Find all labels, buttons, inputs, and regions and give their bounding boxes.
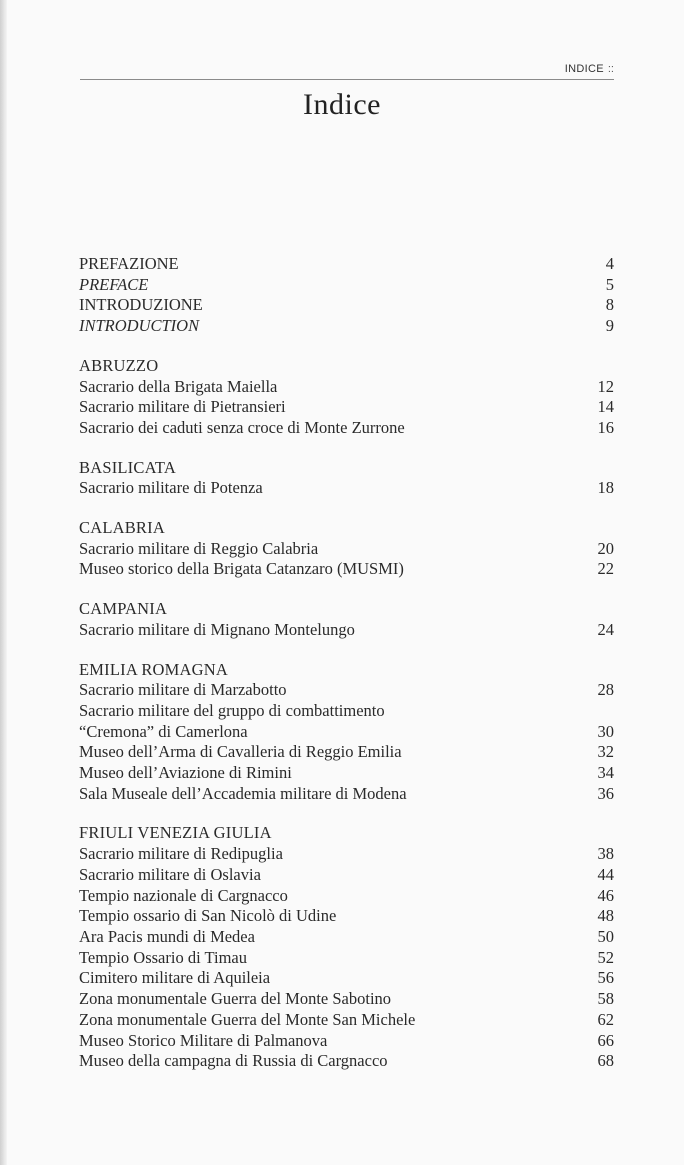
toc-entry bbox=[79, 1010, 614, 1031]
toc-entry-page: 9 bbox=[605, 316, 614, 336]
toc-entry-page: 58 bbox=[597, 989, 614, 1009]
toc-entry-title: Sacrario militare di Reggio Calabria bbox=[79, 538, 319, 558]
toc-entry-page: 32 bbox=[597, 742, 614, 762]
toc-entry-title: Zona monumentale Guerra del Monte San Michele bbox=[79, 1009, 416, 1029]
toc-section bbox=[79, 823, 614, 1071]
toc-entry-title: “Cremona” di Camerlona bbox=[79, 721, 248, 741]
toc-entry-page: 14 bbox=[597, 397, 614, 417]
toc-entry bbox=[79, 418, 614, 439]
toc-entry bbox=[79, 1051, 614, 1072]
toc-entry-page: 16 bbox=[597, 417, 614, 437]
toc-section-heading: FRIULI VENEZIA GIULIA bbox=[79, 823, 272, 843]
toc-entry-page: 68 bbox=[597, 1051, 614, 1071]
running-head-label bbox=[565, 63, 614, 75]
toc-entry-title: Sacrario militare di Marzabotto bbox=[79, 680, 287, 700]
toc-entry-page: 24 bbox=[597, 619, 614, 639]
toc-entry bbox=[79, 906, 614, 927]
toc-entry-page: 12 bbox=[597, 376, 614, 396]
toc-entry-title: Sacrario militare di Oslavia bbox=[79, 864, 261, 884]
toc-section-heading: CALABRIA bbox=[79, 518, 165, 538]
toc-entry bbox=[79, 1031, 614, 1052]
toc-entry-title: Sacrario militare di Mignano Montelungo bbox=[79, 619, 355, 639]
toc-entry bbox=[79, 844, 614, 865]
toc-entry-title: Museo dell’Arma di Cavalleria di Reggio Emilia bbox=[79, 742, 402, 762]
running-head bbox=[80, 63, 614, 80]
toc-entry bbox=[79, 968, 614, 989]
toc-entry-title: Sacrario militare del gruppo di combattimento bbox=[79, 700, 385, 720]
toc-entry-page: 48 bbox=[597, 906, 614, 926]
toc-entry-page: 8 bbox=[605, 295, 614, 315]
toc-entry-page: 34 bbox=[597, 763, 614, 783]
toc-entry-title: INTRODUCTION bbox=[79, 316, 200, 336]
toc-entry-title: Cimitero militare di Aquileia bbox=[79, 968, 271, 988]
toc-entry-page: 28 bbox=[597, 680, 614, 700]
toc-entry-page: 20 bbox=[597, 538, 614, 558]
toc-entry-page: 22 bbox=[597, 559, 614, 579]
toc-section bbox=[79, 458, 614, 499]
toc-entry-title: Sacrario militare di Potenza bbox=[79, 478, 263, 498]
toc-entry bbox=[79, 254, 614, 275]
toc-entry-page: 44 bbox=[597, 864, 614, 884]
toc-section bbox=[79, 356, 614, 439]
toc-entry-page: 4 bbox=[605, 254, 614, 273]
running-head-mark: :: bbox=[607, 63, 614, 75]
toc-entry-title: Museo della campagna di Russia di Cargnacco bbox=[79, 1051, 388, 1071]
toc-entry-title: PREFAZIONE bbox=[79, 254, 179, 273]
toc-entry bbox=[79, 397, 614, 418]
toc-entry-title: Museo storico della Brigata Catanzaro (MUSMI) bbox=[79, 559, 404, 579]
toc-entry bbox=[79, 559, 614, 580]
toc-entry-title: Tempio nazionale di Cargnacco bbox=[79, 885, 288, 905]
toc-entry bbox=[79, 927, 614, 948]
running-head-text: INDICE bbox=[564, 63, 604, 75]
toc-entry bbox=[79, 275, 614, 296]
toc-section bbox=[79, 599, 614, 640]
toc-entry bbox=[79, 742, 614, 763]
toc-entry bbox=[79, 722, 614, 743]
toc-entry-page: 50 bbox=[597, 926, 614, 946]
toc-entry-title: INTRODUZIONE bbox=[79, 295, 203, 315]
toc-entry bbox=[79, 701, 614, 722]
toc-entry-title: Zona monumentale Guerra del Monte Sabotino bbox=[79, 989, 392, 1009]
toc-front-matter bbox=[79, 254, 614, 337]
table-of-contents bbox=[79, 254, 614, 1091]
toc-entry bbox=[79, 784, 614, 805]
toc-sections bbox=[79, 356, 614, 1072]
toc-section bbox=[79, 660, 614, 805]
toc-entry-page: 66 bbox=[597, 1030, 614, 1050]
toc-entry bbox=[79, 886, 614, 907]
toc-entry-page: 52 bbox=[597, 947, 614, 967]
toc-entry bbox=[79, 478, 614, 499]
toc-entry bbox=[79, 377, 614, 398]
toc-section bbox=[79, 518, 614, 580]
toc-entry-title: Sala Museale dell’Accademia militare di Modena bbox=[79, 783, 407, 803]
toc-entry bbox=[79, 865, 614, 886]
toc-entry bbox=[79, 763, 614, 784]
toc-entry bbox=[79, 989, 614, 1010]
toc-entry-page: 18 bbox=[597, 478, 614, 498]
toc-entry-title: PREFACE bbox=[79, 274, 149, 294]
toc-entry-title: Museo Storico Militare di Palmanova bbox=[79, 1030, 328, 1050]
page-edge-shadow bbox=[0, 0, 7, 1165]
toc-entry-page: 5 bbox=[605, 274, 614, 294]
toc-entry bbox=[79, 295, 614, 316]
toc-entry-title: Ara Pacis mundi di Medea bbox=[79, 926, 255, 946]
toc-entry bbox=[79, 680, 614, 701]
toc-entry-title: Museo dell’Aviazione di Rimini bbox=[79, 763, 292, 783]
toc-section-heading: EMILIA ROMAGNA bbox=[79, 659, 229, 679]
toc-entry-page: 38 bbox=[597, 844, 614, 864]
toc-entry-title: Tempio ossario di San Nicolò di Udine bbox=[79, 906, 337, 926]
toc-entry-page: 36 bbox=[597, 783, 614, 803]
page-title: Indice bbox=[303, 88, 381, 121]
toc-section-heading: CAMPANIA bbox=[79, 599, 168, 619]
toc-entry-title: Sacrario militare di Pietransieri bbox=[79, 397, 286, 417]
toc-entry-page: 46 bbox=[597, 885, 614, 905]
toc-entry bbox=[79, 316, 614, 337]
toc-entry-title: Tempio Ossario di Timau bbox=[79, 947, 247, 967]
toc-entry-title: Sacrario della Brigata Maiella bbox=[79, 376, 278, 396]
toc-entry bbox=[79, 539, 614, 560]
toc-entry-page: 30 bbox=[597, 721, 614, 741]
toc-entry-page: 56 bbox=[597, 968, 614, 988]
toc-entry bbox=[79, 620, 614, 641]
toc-section-heading: BASILICATA bbox=[79, 457, 176, 477]
toc-entry bbox=[79, 948, 614, 969]
toc-entry-title: Sacrario militare di Redipuglia bbox=[79, 844, 283, 864]
toc-entry-title: Sacrario dei caduti senza croce di Monte Zurrone bbox=[79, 417, 405, 437]
toc-section-heading: ABRUZZO bbox=[79, 355, 159, 375]
toc-entry-page: 62 bbox=[597, 1009, 614, 1029]
